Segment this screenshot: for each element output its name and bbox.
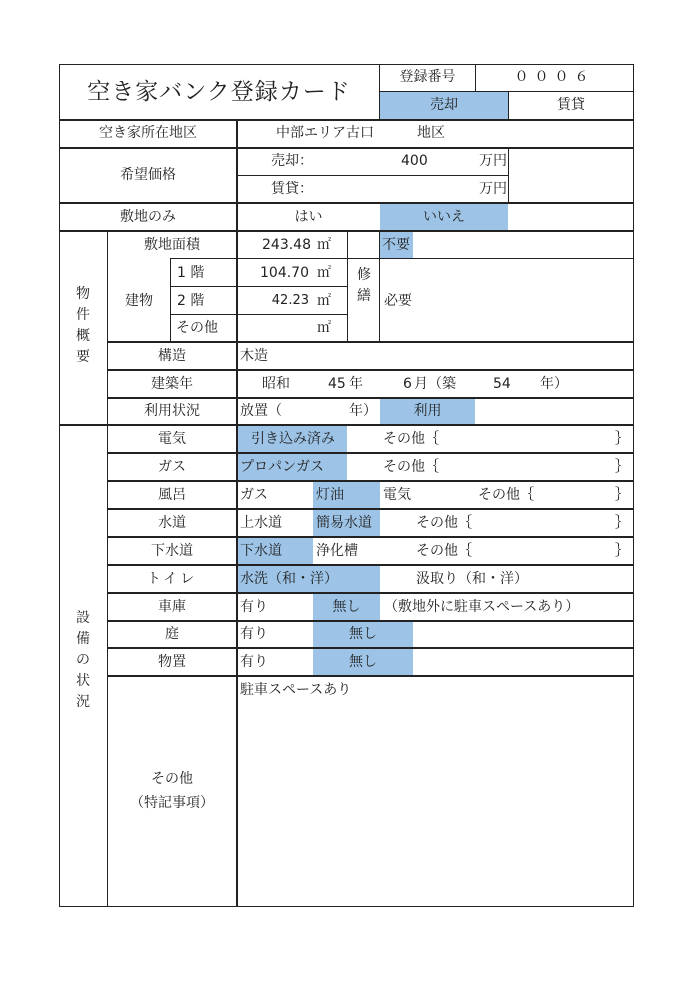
gas-other-close: ｝	[615, 459, 629, 475]
grid-line	[170, 314, 347, 315]
grid-line	[107, 480, 634, 482]
other-floor-label: その他	[176, 320, 218, 336]
building-label: 建物	[125, 293, 153, 309]
grid-line	[170, 258, 634, 259]
rent-option: 賃貸	[557, 97, 585, 113]
facility-label-garden: 庭	[165, 626, 179, 642]
sewer-other-close: ｝	[615, 543, 629, 559]
site-area-unit: ㎡	[317, 237, 331, 253]
facility-label-garage: 車庫	[158, 599, 186, 615]
garage-yes: 有り	[240, 599, 268, 615]
electric-other: その他｛	[383, 431, 439, 447]
facility-label-bath: 風呂	[158, 487, 186, 503]
grid-line	[508, 148, 509, 203]
other-floor-unit: ㎡	[317, 320, 331, 336]
floor1-area: 104.70	[260, 265, 309, 281]
land-only-yes: はい	[294, 209, 323, 225]
floor2-unit: ㎡	[317, 293, 331, 309]
facility-label-gas: ガス	[158, 459, 186, 475]
facilities-group-label: 設備の状況	[76, 610, 90, 710]
location-label: 空き家所在地区	[99, 125, 197, 141]
bath-gas: ガス	[240, 487, 268, 503]
sewer-septic: 浄化槽	[316, 543, 358, 559]
sewer-public: 下水道	[240, 543, 282, 559]
structure-value: 木造	[240, 348, 268, 364]
repair-not-needed: 不要	[382, 237, 410, 253]
facility-label-water: 水道	[158, 515, 186, 531]
grid-line	[170, 258, 171, 342]
bath-other: その他｛	[478, 487, 534, 503]
grid-line	[107, 592, 634, 594]
grid-line	[107, 369, 634, 371]
water-simple: 簡易水道	[316, 515, 372, 531]
bath-other-close: ｝	[615, 487, 629, 503]
grid-line	[59, 147, 634, 149]
grid-line	[107, 564, 634, 566]
floor1-label: 1 階	[177, 265, 205, 281]
built-year: 45	[328, 376, 346, 392]
grid-line	[107, 536, 634, 538]
remarks-label: その他	[151, 771, 193, 787]
water-public: 上水道	[240, 515, 282, 531]
grid-line	[107, 452, 634, 454]
structure-label: 構造	[158, 348, 186, 364]
shed-yes: 有り	[240, 654, 268, 670]
usage-label: 利用状況	[144, 403, 200, 419]
grid-line	[59, 424, 634, 426]
floor1-unit: ㎡	[317, 265, 331, 281]
facility-label-shed: 物置	[158, 654, 186, 670]
remarks-sublabel: （特記事項）	[130, 795, 214, 811]
sewer-other: その他｛	[416, 543, 472, 559]
card-title: 空き家バンク登録カード	[87, 79, 351, 105]
price-label: 希望価格	[120, 167, 176, 183]
toilet-pit: 汲取り（和・洋）	[416, 571, 528, 587]
grid-line	[107, 397, 634, 399]
gas-propane: プロパンガス	[240, 459, 324, 475]
electric-other-close: ｝	[615, 431, 629, 447]
remarks-text: 駐車スペースあり	[240, 682, 352, 698]
built-age: 54	[493, 376, 511, 392]
repair-needed: 必要	[384, 293, 412, 309]
water-other: その他｛	[416, 515, 472, 531]
usage-vacant: 放置（	[240, 403, 282, 419]
facility-label-electric: 電気	[158, 431, 186, 447]
registration-number: ０００６	[514, 69, 595, 85]
grid-line	[379, 91, 634, 92]
grid-line	[107, 675, 634, 677]
electric-connected: 引き込み済み	[251, 431, 335, 447]
land-only-label: 敷地のみ	[120, 209, 176, 225]
usage-vacant-year: 年）	[349, 403, 377, 419]
location-suffix: 地区	[417, 125, 445, 141]
facility-label-toilet: トイレ	[146, 571, 198, 587]
built-year-label: 建築年	[151, 376, 193, 392]
toilet-flush: 水洗（和・洋）	[240, 571, 338, 587]
property-group-label: 物件概要	[76, 286, 90, 365]
grid-line	[170, 286, 347, 287]
price-sale-value: 400	[401, 153, 428, 169]
built-month: 6	[403, 376, 412, 392]
price-sale-label: 売却：	[271, 153, 313, 169]
sale-option: 売却	[430, 97, 458, 113]
bath-kerosene: 灯油	[316, 487, 344, 503]
built-era: 昭和	[262, 376, 290, 392]
shed-no: 無し	[349, 654, 377, 670]
built-year-unit: 年	[349, 376, 363, 392]
usage-in-use: 利用	[413, 403, 442, 419]
grid-line	[107, 620, 634, 622]
grid-line	[379, 230, 380, 342]
grid-line	[59, 119, 634, 121]
floor2-area: 42.23	[271, 293, 309, 308]
price-sale-unit: 万円	[479, 153, 507, 169]
price-rent-label: 賃貸：	[271, 181, 313, 197]
grid-line	[237, 175, 508, 176]
site-area-label: 敷地面積	[144, 237, 200, 253]
grid-line	[347, 230, 348, 342]
land-only-no: いいえ	[423, 209, 465, 225]
grid-line	[107, 341, 634, 343]
garage-no: 無し	[332, 599, 361, 615]
registration-number-label: 登録番号	[399, 69, 456, 85]
grid-line	[107, 508, 634, 510]
grid-line	[236, 119, 238, 907]
price-rent-unit: 万円	[479, 181, 507, 197]
repair-label: 修繕	[357, 267, 371, 304]
grid-line	[59, 202, 634, 204]
bath-electric: 電気	[383, 487, 411, 503]
built-month-unit: 月（築	[414, 376, 456, 392]
gas-other: その他｛	[383, 459, 439, 475]
floor2-label: 2 階	[177, 293, 205, 309]
facility-label-sewer: 下水道	[151, 543, 193, 559]
site-area-value: 243.48	[262, 237, 311, 253]
garden-yes: 有り	[240, 626, 268, 642]
grid-line	[107, 647, 634, 649]
garden-no: 無し	[349, 626, 377, 642]
built-age-unit: 年）	[540, 376, 568, 392]
water-other-close: ｝	[615, 515, 629, 531]
location-value: 中部エリア古口	[276, 125, 374, 141]
garage-note: （敷地外に駐車スペースあり）	[384, 599, 580, 615]
